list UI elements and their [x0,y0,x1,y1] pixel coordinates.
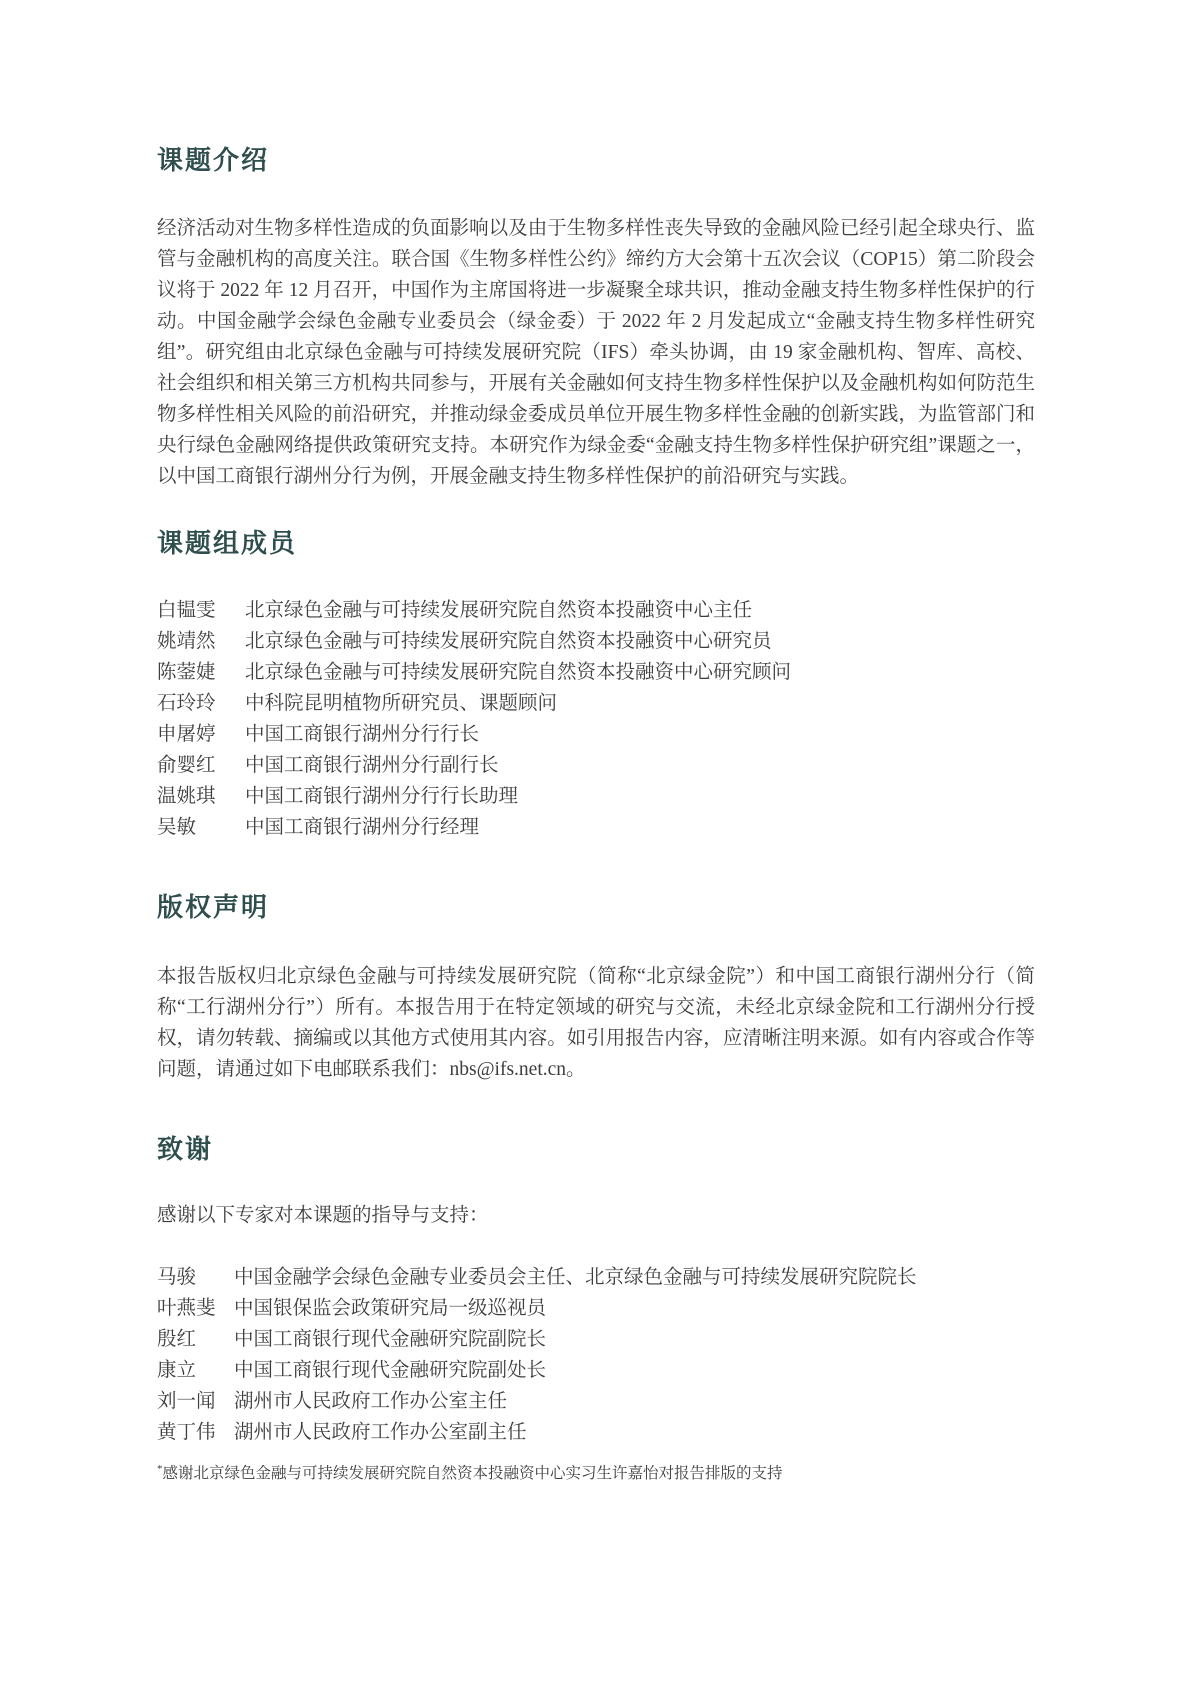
footnote-marker: * [157,1462,163,1475]
footnote-text: 感谢北京绿色金融与可持续发展研究院自然资本投融资中心实习生许嘉怡对报告排版的支持 [162,1465,783,1482]
expert-name: 殷红 [157,1329,197,1350]
footnote [157,1463,1035,1485]
expert-name: 马骏 [157,1267,197,1288]
expert-name: 康立 [157,1360,197,1381]
section-title-copyright: 版权声明 [157,892,270,922]
section-intro [157,145,1035,492]
member-row [157,595,1035,626]
section-copyright [157,892,1035,1085]
member-row [157,626,1035,657]
expert-role: 中国工商银行现代金融研究院副院长 [234,1329,547,1350]
section-title-acknowledgement: 致谢 [157,1134,214,1164]
member-name: 俞婴红 [157,755,216,776]
expert-name: 刘一闻 [157,1391,216,1412]
member-name: 温姚琪 [157,786,216,807]
member-role: 中国工商银行湖州分行行长 [245,724,480,745]
member-role: 中国工商银行湖州分行经理 [245,817,480,838]
member-row [157,688,1035,719]
member-role: 中国工商银行湖州分行副行长 [245,755,499,776]
expert-row [157,1293,1035,1324]
expert-row [157,1355,1035,1386]
member-row [157,719,1035,750]
member-row [157,812,1035,843]
member-name: 吴敏 [157,817,197,838]
member-name: 白韫雯 [157,600,216,621]
expert-row [157,1417,1035,1448]
member-list [157,595,1035,843]
expert-row [157,1324,1035,1355]
member-row [157,750,1035,781]
member-row [157,781,1035,812]
copyright-paragraph: 本报告版权归北京绿色金融与可持续发展研究院（简称“北京绿金院”）和中国工商银行湖州分行（简称“工行湖州分行”）所有。本报告用于在特定领域的研究与交流，未经北京绿金院和工行湖州分行授权，请勿转载、摘编或以其他方式使用其内容。如引用报告内容，应清晰注明来源。如有内容或合作等问题，请通过如下电邮联系我们：nbs@ifs.net.cn。 [157,966,1035,1080]
expert-name: 黄丁伟 [157,1422,216,1443]
expert-role: 湖州市人民政府工作办公室副主任 [234,1422,527,1443]
expert-name: 叶燕斐 [157,1298,216,1319]
member-role: 北京绿色金融与可持续发展研究院自然资本投融资中心主任 [245,600,753,621]
section-title-members: 课题组成员 [157,528,298,558]
expert-row [157,1386,1035,1417]
expert-role: 湖州市人民政府工作办公室主任 [234,1391,508,1412]
expert-row [157,1262,1035,1293]
member-row [157,657,1035,688]
expert-role: 中国工商银行现代金融研究院副处长 [234,1360,547,1381]
member-role: 北京绿色金融与可持续发展研究院自然资本投融资中心研究顾问 [245,662,792,683]
member-role: 中国工商银行湖州分行行长助理 [245,786,519,807]
intro-paragraph: 经济活动对生物多样性造成的负面影响以及由于生物多样性丧失导致的金融风险已经引起全球央行、监管与金融机构的高度关注。联合国《生物多样性公约》缔约方大会第十五次会议（COP15）第二阶段会议将于 2022 年 12 月召开，中国作为主席国将进一步凝聚全球共识，推动金融支持生物多样性保护的行动。中国金融学会绿色金融专业委员会（绿金委）于 2022 年 2 月发起成立“金融支持生物多样性研究组”。研究组由北京绿色金融与可持续发展研究院（IFS）牵头协调，由 19 家金融机构、智库、高校、社会组织和相关第三方机构共同参与，开展有关金融如何支持生物多样性保护以及金融机构如何防范生物多样性相关风险的前沿研究，并推动绿金委成员单位开展生物多样性金融的创新实践，为监管部门和央行绿色金融网络提供政策研究支持。本研究作为绿金委“金融支持生物多样性保护研究组”课题之一，以中国工商银行湖州分行为例，开展金融支持生物多样性保护的前沿研究与实践。 [157,218,1035,487]
section-title-intro: 课题介绍 [157,145,270,175]
section-acknowledgement [157,1134,1035,1485]
member-name: 申屠婷 [157,724,216,745]
expert-list [157,1262,1035,1448]
acknowledgement-intro: 感谢以下专家对本课题的指导与支持： [157,1205,489,1226]
expert-role: 中国金融学会绿色金融专业委员会主任、北京绿色金融与可持续发展研究院院长 [234,1267,917,1288]
member-name: 陈蓥婕 [157,662,216,683]
member-role: 北京绿色金融与可持续发展研究院自然资本投融资中心研究员 [245,631,772,652]
expert-role: 中国银保监会政策研究局一级巡视员 [234,1298,547,1319]
member-name: 姚靖然 [157,631,216,652]
member-name: 石玲玲 [157,693,216,714]
section-members [157,528,1035,843]
member-role: 中科院昆明植物所研究员、课题顾问 [245,693,558,714]
